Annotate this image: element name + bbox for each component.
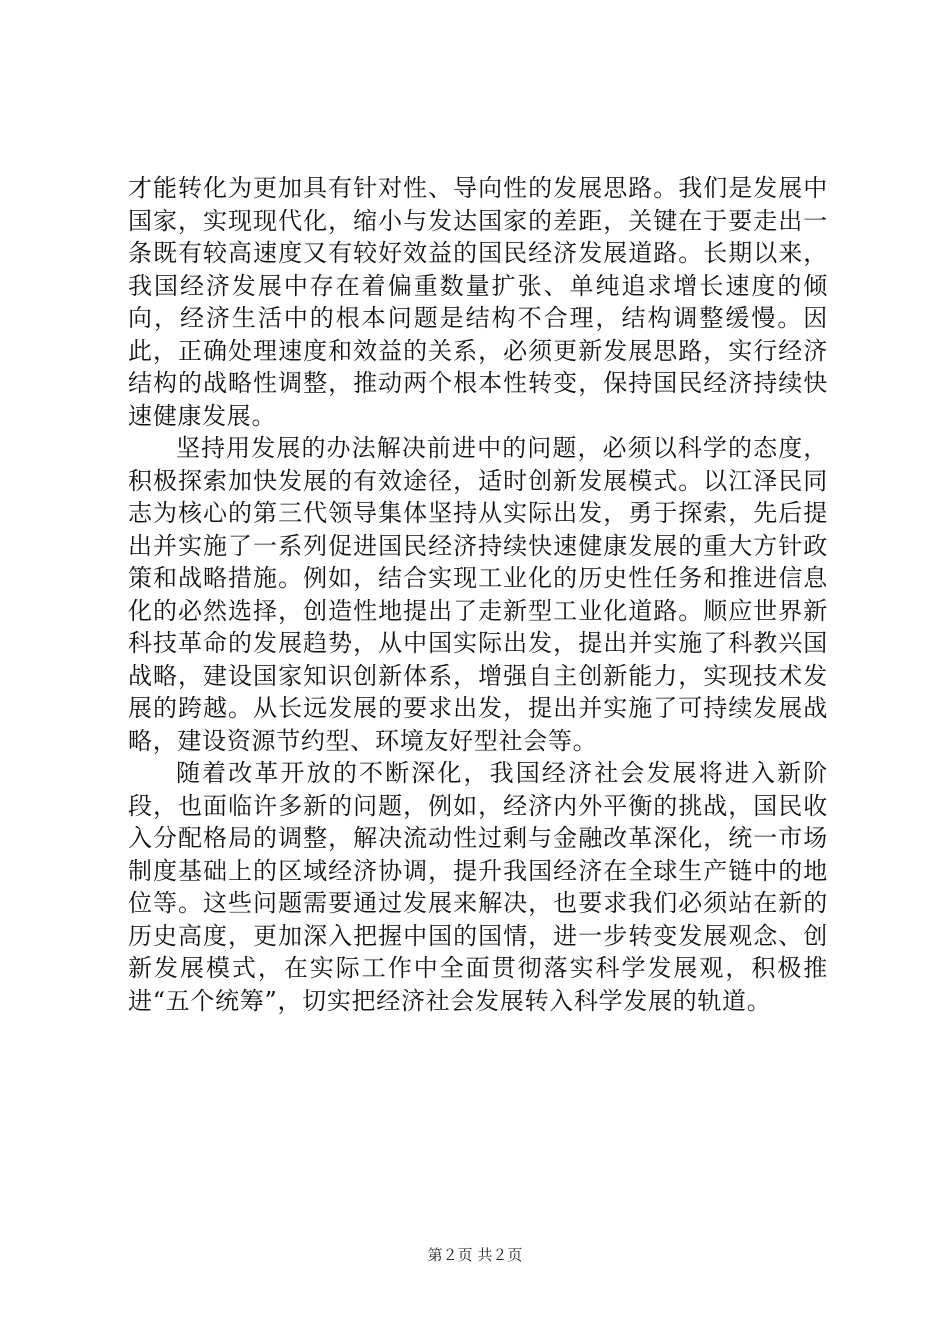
document-body <box>128 172 828 1017</box>
paragraph-1: 才能转化为更加具有针对性、导向性的发展思路。我们是发展中国家，实现现代化，缩小与发达国家的差距，关键在于要走出一条既有较高速度又有较好效益的国民经济发展道路。长期以来，我国经济发展中存在着偏重数量扩张、单纯追求增长速度的倾向，经济生活中的根本问题是结构不合理，结构调整缓慢。因此，正确处理速度和效益的关系，必须更新发展思路，实行经济结构的战略性调整，推动两个根本性转变，保持国民经济持续快速健康发展。 <box>128 174 828 430</box>
paragraph-3: 随着改革开放的不断深化，我国经济社会发展将进入新阶段，也面临许多新的问题，例如，经济内外平衡的挑战，国民收入分配格局的调整，解决流动性过剩与金融改革深化，统一市场制度基础上的区域经济协调，提升我国经济在全球生产链中的地位等。这些问题需要通过发展来解决，也要求我们必须站在新的历史高度，更加深入把握中国的国情，进一步转变发展观念、创新发展模式，在实际工作中全面贯彻落实科学发展观，积极推进“五个统筹”，切实把经济社会发展转入科学发展的轨道。 <box>128 759 828 1015</box>
page-number-footer: 第２页 共２页 <box>427 1246 523 1264</box>
paragraph-2: 坚持用发展的办法解决前进中的问题，必须以科学的态度，积极探索加快发展的有效途径，适时创新发展模式。以江泽民同志为核心的第三代领导集体坚持从实际出发，勇于探索，先后提出并实施了一系列促进国民经济持续快速健康发展的重大方针政策和战略措施。例如，结合实现工业化的历史性任务和推进信息化的必然选择，创造性地提出了走新型工业化道路。顺应世界新科技革命的发展趋势，从中国实际出发，提出并实施了科教兴国战略，建设国家知识创新体系，增强自主创新能力，实现技术发展的跨越。从长远发展的要求出发，提出并实施了可持续发展战略，建设资源节约型、环境友好型社会等。 <box>128 434 828 755</box>
